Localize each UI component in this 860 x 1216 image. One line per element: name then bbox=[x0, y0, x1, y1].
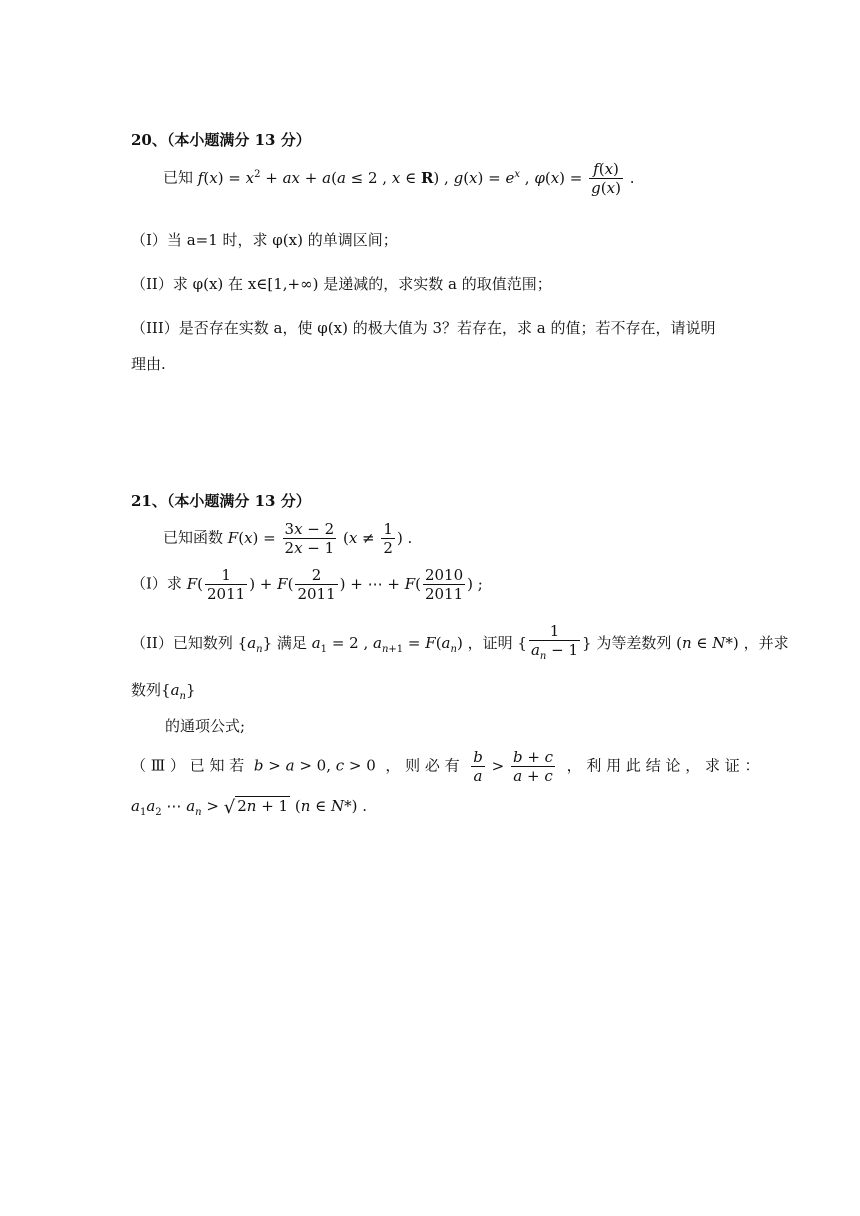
q21-part1-prefix: （I）求 bbox=[131, 574, 182, 593]
q20-part2: （II）求 φ(x) 在 x∈[1,+∞) 是递减的，求实数 a 的取值范围； bbox=[131, 275, 552, 293]
q21-part3-suffix: ， 利 用 此 结 论 ， 求 证 ： bbox=[566, 756, 760, 775]
q21-part1-formula: F( $\frac{1}{2011}$ ) + F( $\frac{2}{2011}$ ) + ⋯ + F( $\frac{2010}{2011}$ ) ; bbox=[186, 566, 483, 603]
q21-heading: 21、（本小题满分 13 分） bbox=[131, 492, 311, 510]
q21-part2-line3: 的通项公式; bbox=[165, 717, 246, 735]
q21-given bbox=[163, 520, 412, 557]
q20-part3-line1: （III）是否存在实数 a，使 φ(x) 的极大值为 3？若存在，求 a 的值；若不存在，请说明 bbox=[131, 319, 716, 337]
q21-part3-mid: ， 则 必 有 bbox=[385, 756, 460, 775]
q21-part2-mid1: 满足 bbox=[276, 634, 307, 652]
q20-formula: $f(x) = x^2$ + ax + a(a ≤ 2 , x ∈ R) , $g(x) = e^x$ , φ(x) = $\frac{f(x)}{g(x)}$ . bbox=[197, 160, 635, 197]
q21-part2-mid3: 为等差数列 bbox=[596, 634, 672, 652]
q20-given bbox=[163, 160, 634, 197]
q21-part3-prefix: （ Ⅲ ） 已 知 若 bbox=[131, 756, 245, 775]
q21-part2-prefix: （II）已知数列 bbox=[131, 634, 233, 652]
q21-part2: （II）已知数列 $\{a_n\}$ 满足 $a_1 = 2$ , $a_{n+1} = F(a_n)$ ，证明 { $\frac{1}{a_n - 1}$ } 为等差数列 (n ∈ N*) ，并求 bbox=[131, 622, 789, 662]
q21-part3-inequality: $a_1a_2$ ⋯ $a_n$ > √ 2n + 1 (n ∈ N*) . bbox=[131, 797, 368, 818]
q21-part2-mid2: ，证明 bbox=[467, 634, 513, 652]
q21-part2-line2: 数列$\{a_n\}$ bbox=[131, 681, 196, 702]
q20-part1: （I）当 a=1 时，求 φ(x) 的单调区间； bbox=[131, 231, 398, 249]
q21-part3: （ Ⅲ ） 已 知 若 b > a > 0, c > 0 ， 则 必 有 $\frac{b}{a}$ > $\frac{b + c}{a + c}$ ， 利 用 此 结 论 ， 求 证 ： bbox=[131, 748, 760, 785]
q20-part3-line2: 理由. bbox=[131, 355, 166, 373]
q21-part1 bbox=[131, 566, 483, 603]
q21-formula: F(x) = $\frac{3x - 2}{2x - 1}$ (x ≠ $\frac{1}{2}$ ) . bbox=[227, 520, 413, 557]
q20-given-prefix: 已知 bbox=[163, 168, 194, 187]
q21-given-prefix: 已知函数 bbox=[163, 528, 224, 547]
q20-heading: 20、（本小题满分 13 分） bbox=[131, 131, 311, 149]
q21-part2-suffix: ，并求 bbox=[743, 634, 789, 652]
